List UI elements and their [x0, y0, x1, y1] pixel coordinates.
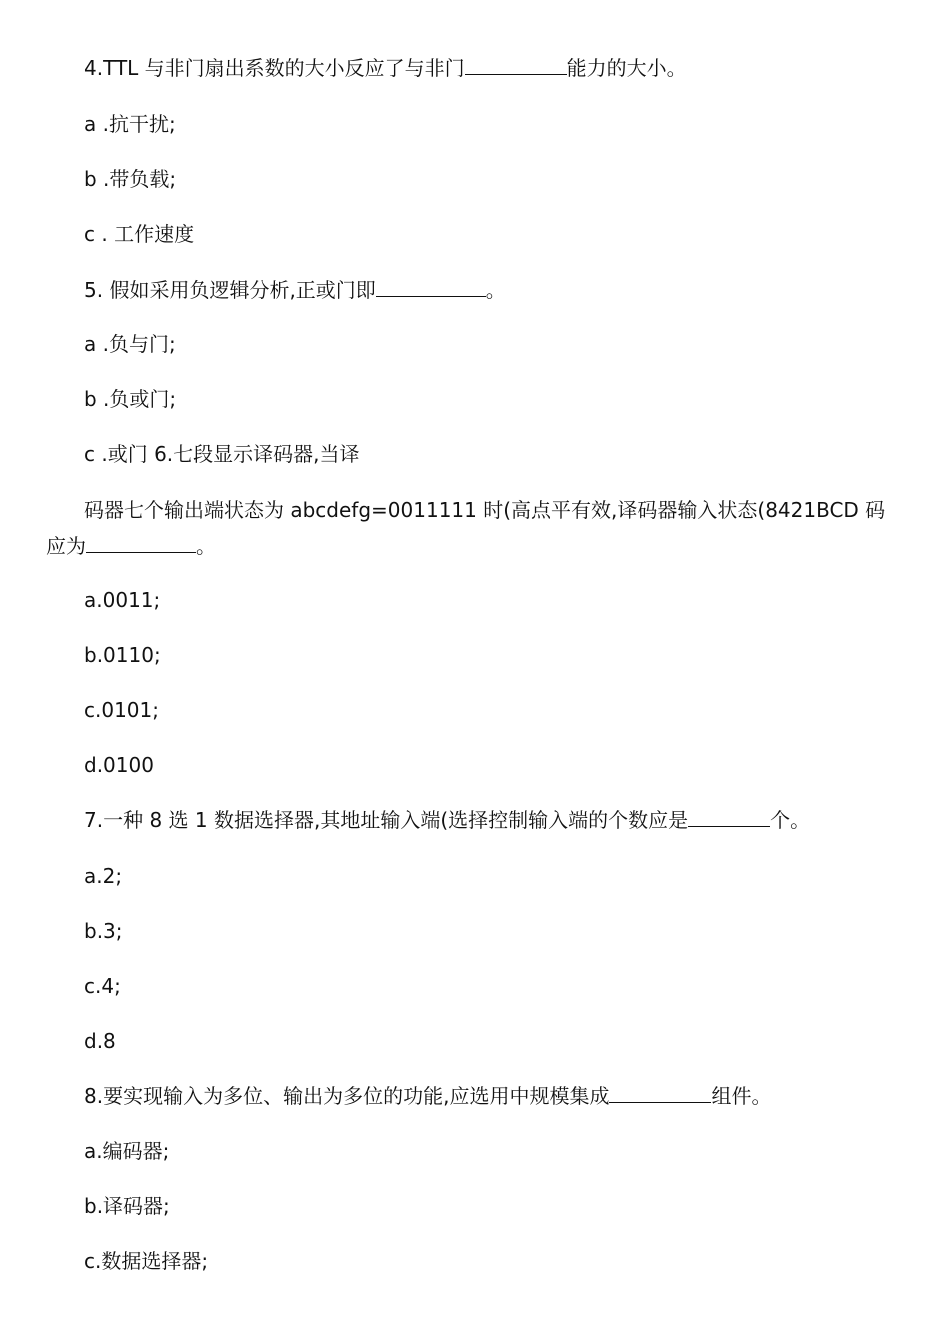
question-8-text-after: 组件。 [711, 1084, 772, 1108]
question-5-text-before: 5. 假如采用负逻辑分析,正或门即 [84, 278, 376, 302]
option-5b: b .负或门; [84, 387, 177, 411]
question-8-stem [84, 1082, 771, 1110]
option-7d: d.8 [84, 1029, 116, 1053]
question-4-text-before: 4.TTL 与非门扇出系数的大小反应了与非门 [84, 56, 465, 80]
question-6-stem-line2 [46, 532, 216, 560]
question-8-text-before: 8.要实现输入为多位、输出为多位的功能,应选用中规模集成 [84, 1084, 610, 1108]
option-4c: c . 工作速度 [84, 222, 195, 246]
option-5c: c .或门 6.七段显示译码器,当译 [84, 442, 360, 466]
question-6-stem-line1: 码器七个输出端状态为 abcdefg=0011111 时(高点平有效,译码器输入状态(8421BCD 码 [84, 498, 886, 522]
question-5-stem [84, 276, 506, 304]
option-6c: c.0101; [84, 698, 159, 722]
answer-blank [688, 806, 770, 827]
option-4b: b .带负载; [84, 167, 177, 191]
option-8a: a.编码器; [84, 1139, 170, 1163]
question-4-stem [84, 54, 687, 82]
option-6d: d.0100 [84, 753, 154, 777]
question-7-text-after: 个。 [770, 808, 811, 832]
answer-blank [86, 532, 196, 553]
option-6a: a.0011; [84, 588, 161, 612]
answer-blank [465, 54, 567, 75]
question-4-text-after: 能力的大小。 [566, 56, 687, 80]
option-8b: b.译码器; [84, 1194, 170, 1218]
question-7-stem [84, 806, 810, 834]
answer-blank [609, 1082, 711, 1103]
answer-blank [376, 276, 486, 297]
option-5a: a .负与门; [84, 332, 176, 356]
option-6b: b.0110; [84, 643, 161, 667]
option-7c: c.4; [84, 974, 121, 998]
option-4a: a .抗干扰; [84, 112, 176, 136]
option-8c: c.数据选择器; [84, 1249, 209, 1273]
question-7-text-before: 7.一种 8 选 1 数据选择器,其地址输入端(选择控制输入端的个数应是 [84, 808, 689, 832]
option-7b: b.3; [84, 919, 123, 943]
question-6-text-before: 应为 [46, 534, 86, 558]
question-5-text-after: 。 [485, 278, 506, 302]
option-7a: a.2; [84, 864, 123, 888]
question-6-text-after: 。 [196, 534, 216, 558]
